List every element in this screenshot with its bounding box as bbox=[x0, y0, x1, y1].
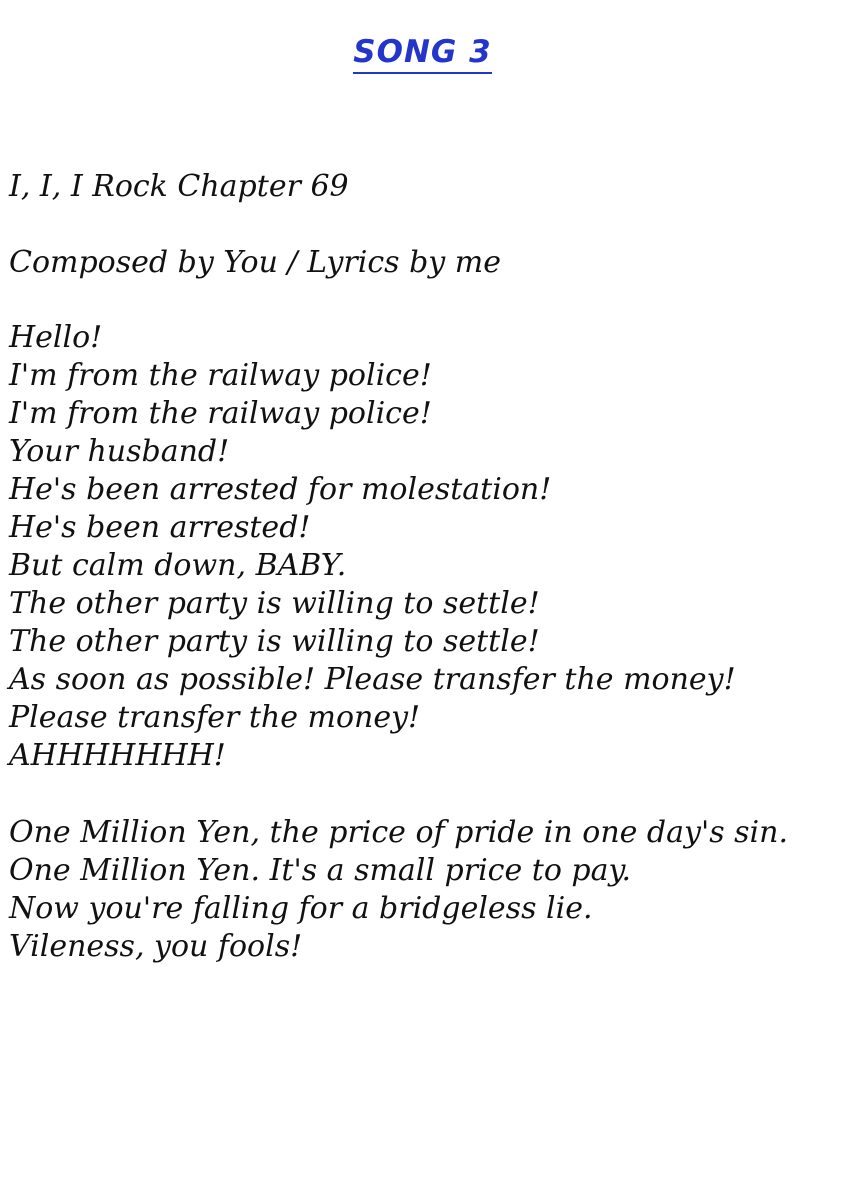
page-title-text: SONG 3 bbox=[353, 34, 491, 74]
lyric-line: But calm down, BABY. bbox=[9, 548, 347, 583]
lyric-line: Please transfer the money! bbox=[9, 700, 421, 735]
lyric-line: I'm from the railway police! bbox=[9, 358, 432, 393]
lyric-line: He's been arrested for molestation! bbox=[9, 472, 552, 507]
lyric-line: The other party is willing to settle! bbox=[9, 624, 540, 659]
lyric-line: I'm from the railway police! bbox=[9, 396, 432, 431]
song-heading: I, I, I Rock Chapter 69 bbox=[9, 169, 349, 204]
lyric-line: One Million Yen, the price of pride in one day's sin. bbox=[9, 815, 788, 850]
lyric-line: Hello! bbox=[9, 320, 103, 355]
lyric-line: As soon as possible! Please transfer the money! bbox=[9, 662, 736, 697]
verse-1 bbox=[9, 319, 736, 775]
lyric-line: AHHHHHHH! bbox=[9, 738, 226, 773]
lyric-line: He's been arrested! bbox=[9, 510, 311, 545]
lyric-line: Vileness, you fools! bbox=[9, 929, 303, 964]
lyric-line: Now you're falling for a bridgeless lie. bbox=[9, 891, 593, 926]
verse-2 bbox=[9, 814, 788, 966]
credits-line: Composed by You / Lyrics by me bbox=[9, 245, 501, 280]
page-title bbox=[0, 34, 845, 74]
lyric-line: The other party is willing to settle! bbox=[9, 586, 540, 621]
lyric-line: One Million Yen. It's a small price to pay. bbox=[9, 853, 632, 888]
lyric-line: Your husband! bbox=[9, 434, 230, 469]
